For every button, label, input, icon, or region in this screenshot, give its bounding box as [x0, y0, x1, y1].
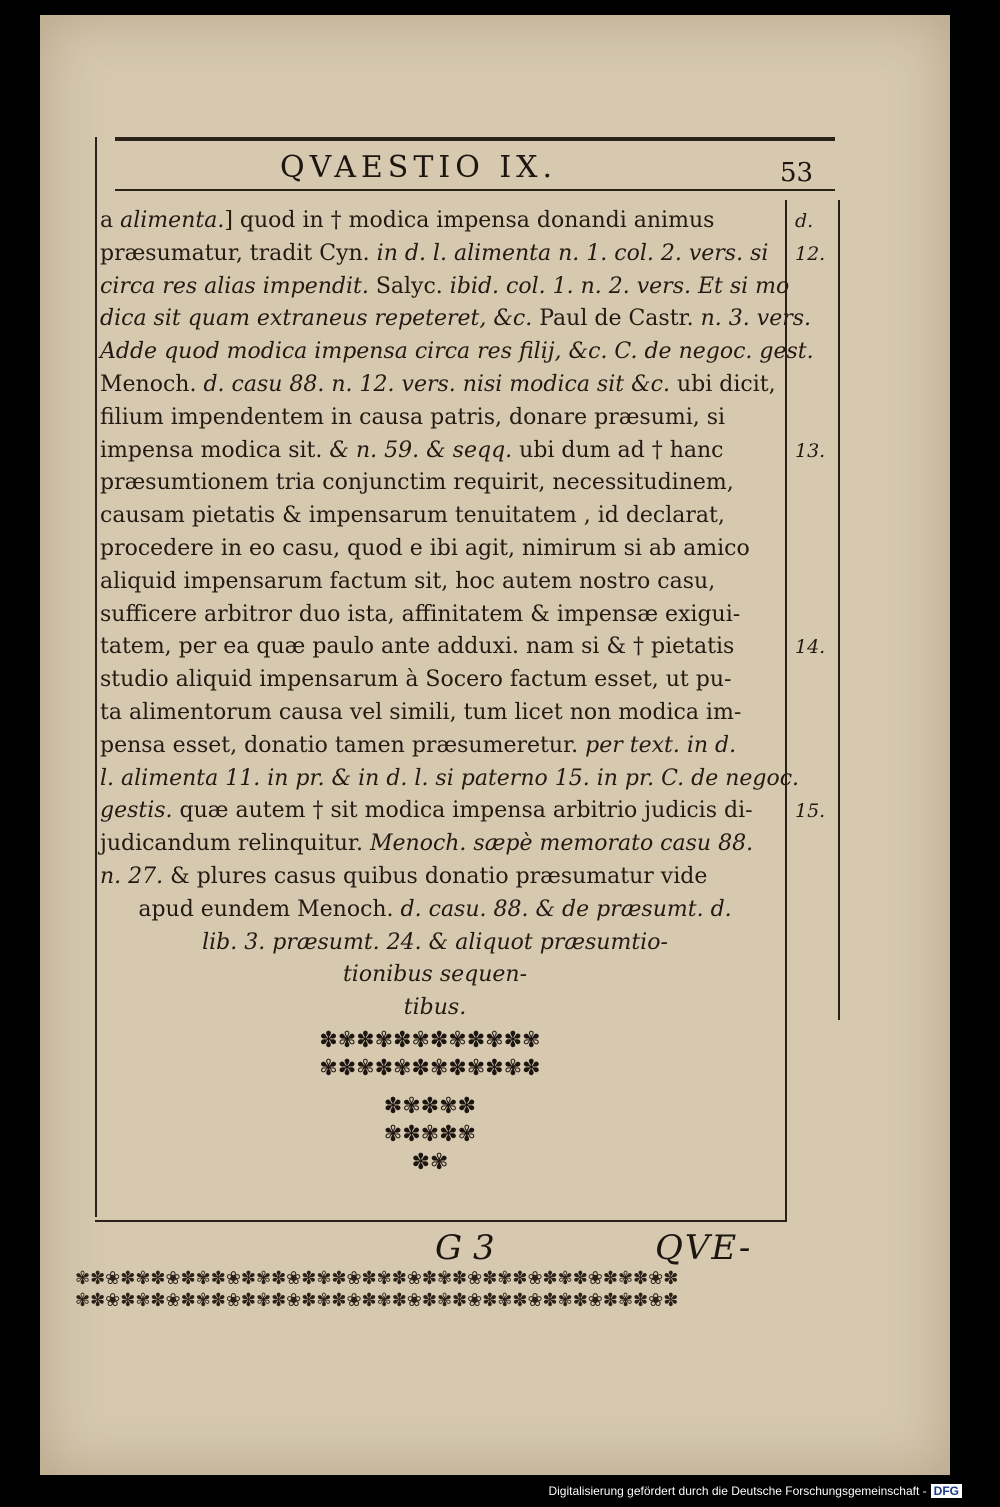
text-segment: Salyc. [368, 273, 450, 299]
fleuron-row-5: ✽✾ [411, 1150, 449, 1175]
italic-citation: tibus. [403, 995, 467, 1021]
frame-bottom-rule [95, 1220, 787, 1222]
text-line [100, 467, 770, 500]
text-line [100, 992, 770, 1025]
running-head: QVAESTIO IX. [280, 150, 558, 185]
text-segment: ubi dicit, [670, 371, 776, 397]
italic-citation: & n. 59. & seqq. [329, 437, 513, 463]
marginal-number: 15. [795, 800, 826, 823]
text-line [100, 566, 770, 599]
italic-citation: d. casu 88. n. 12. vers. nisi modica sit &c. [203, 371, 670, 397]
italic-citation: d. casu. 88. & de præsumt. d. [400, 896, 732, 922]
text-line [100, 402, 770, 435]
header-bottom-rule [115, 189, 835, 191]
italic-citation: alimenta. [113, 208, 225, 233]
italic-citation: n. 3. vers. [700, 306, 812, 332]
signature-mark: G 3 [435, 1228, 495, 1268]
text-line [100, 894, 770, 927]
margin-column-rule [838, 200, 840, 1020]
italic-citation: Menoch. sæpè memorato casu 88. [369, 831, 754, 857]
frame-left-rule [95, 137, 97, 1217]
ornamental-border [75, 1268, 795, 1314]
italic-citation: gestis. [100, 798, 173, 824]
text-line [100, 336, 814, 369]
text-segment: studio aliquid impensarum à Socero factum esset, ut pu- [100, 667, 732, 693]
text-line [100, 500, 770, 533]
text-line [100, 369, 776, 402]
text-segment: pensa esset, donatio tamen præsumeretur. [100, 732, 586, 758]
text-segment: causam pietatis & impensarum tenuitatem , id declarat, [100, 503, 725, 529]
text-line [100, 795, 770, 828]
text-segment: tatem, per ea quæ paulo ante adduxi. nam si & † pietatis [100, 634, 735, 660]
text-line [100, 828, 770, 861]
ornamental-border-row-2: ✾✽❀✽✾✽❀✽✾✽❀✽✾✽❀✽✾✽❀✽✾✽❀✽✾✽❀✽✾✽❀✽✾✽❀✽✾✽❀✽ [75, 1290, 679, 1311]
text-segment: filium impendentem in causa patris, donare præsumi, si [100, 404, 726, 430]
text-line [100, 697, 770, 730]
fleuron-row-3: ✽✾✽✾✽ [383, 1094, 477, 1119]
page-number: 53 [780, 158, 814, 188]
text-segment: ubi dum ad † hanc [512, 437, 724, 463]
marginal-number: 14. [795, 636, 826, 659]
text-line [100, 533, 770, 566]
marginal-number: 12. [795, 242, 826, 265]
marginal-number: 13. [795, 439, 826, 462]
text-line [100, 927, 770, 960]
text-segment: Menoch. [100, 371, 204, 397]
text-segment: a [100, 208, 114, 233]
ornamental-border-row-1: ✾✽❀✽✾✽❀✽✾✽❀✽✾✽❀✽✾✽❀✽✾✽❀✽✾✽❀✽✾✽❀✽✾✽❀✽✾✽❀✽ [75, 1268, 679, 1289]
text-segment: procedere in eo casu, quod e ibi agit, nimirum si ab amico [100, 535, 750, 561]
text-line [100, 763, 800, 796]
text-segment: præsumtionem tria conjunctim requirit, necessitudinem, [100, 470, 734, 496]
credit-text: Digitalisierung gefördert durch die Deutsche Forschungsgemeinschaft - [548, 1484, 927, 1498]
text-line [100, 435, 770, 468]
header-top-rule [115, 137, 835, 141]
italic-citation: ibid. col. 1. n. 2. vers. Et si mo [449, 273, 790, 299]
text-line [100, 861, 770, 894]
italic-citation: dica sit quam extraneus repeteret, &c. [100, 306, 533, 332]
italic-citation: lib. 3. præsumt. 24. & aliquot præsumtio- [202, 929, 668, 955]
fleuron-row-1: ✽✾✽✾✽✾✽✾✽✾✽✾ [319, 1028, 541, 1053]
catchword: QVE- [655, 1228, 753, 1268]
text-segment: impensa modica sit. [100, 437, 330, 463]
fleuron-row-2: ✾✽✾✽✾✽✾✽✾✽✾✽ [319, 1056, 541, 1081]
text-segment: ta alimentorum causa vel simili, tum licet non modica im- [100, 699, 742, 725]
fleuron-row-4: ✾✽✾✽✾ [383, 1122, 477, 1147]
italic-citation: Adde quod modica impensa circa res filij, &c. C. de negoc. gest. [100, 339, 814, 365]
text-segment: & plures casus quibus donatio præsumatur vide [163, 863, 708, 889]
text-line [100, 599, 770, 632]
text-line [100, 205, 770, 238]
text-segment: judicandum relinquitur. [100, 831, 370, 857]
italic-citation: in d. l. alimenta n. 1. col. 2. vers. si [376, 240, 769, 266]
italic-citation: n. 27. [100, 863, 164, 889]
text-segment: ] quod in † modica impensa donandi animus [224, 208, 715, 233]
text-line [100, 959, 770, 992]
italic-citation: circa res alias impendit. [100, 273, 369, 299]
text-segment: præsumatur, tradit Cyn. [100, 240, 377, 266]
text-line [100, 631, 770, 664]
text-line [100, 271, 790, 304]
text-line [100, 303, 812, 336]
italic-citation: tionibus sequen- [342, 962, 528, 988]
marginal-number: d. [795, 210, 814, 232]
text-segment: Paul de Castr. [532, 306, 701, 332]
italic-citation: l. alimenta 11. in pr. & in d. l. si paterno 15. in pr. C. de negoc. [100, 765, 800, 791]
dfg-logo: DFG [931, 1484, 962, 1498]
text-line [100, 238, 770, 271]
text-segment: apud eundem Menoch. [138, 896, 401, 922]
text-segment: sufficere arbitror duo ista, affinitatem & impensæ exigui- [100, 601, 741, 627]
text-line [100, 730, 770, 763]
italic-citation: per text. in d. [585, 732, 737, 758]
digitization-credit [548, 1484, 962, 1498]
text-segment: aliquid impensarum factum sit, hoc autem nostro casu, [100, 568, 716, 594]
text-line [100, 664, 770, 697]
text-segment: quæ autem † sit modica impensa arbitrio judicis di- [172, 798, 753, 824]
